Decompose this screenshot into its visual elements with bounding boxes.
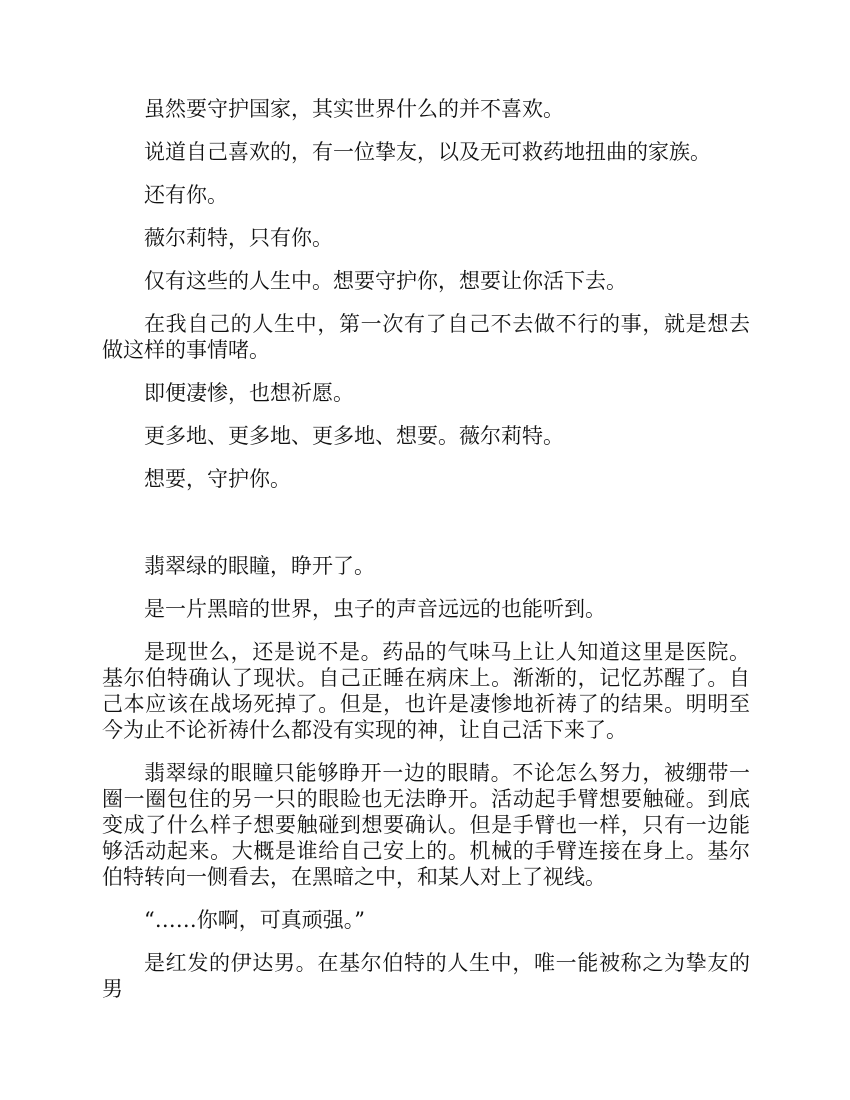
paragraph: 翡翠绿的眼瞳只能够睁开一边的眼睛。不论怎么努力，被绷带一圈一圈包住的另一只的眼睑也无法睁开。活动起手臂想要触碰。到底变成了什么样子想要触碰到想要确认。但是手臂也一样，只有一边能够活动起来。大概是谁给自己安上的。机械的手臂连接在身上。基尔伯特转向一侧看去，在黑暗之中，和某人对上了视线。 (102, 761, 750, 889)
paragraph: 是现世么，还是说不是。药品的气味马上让人知道这里是医院。基尔伯特确认了现状。自己正睡在病床上。渐渐的，记忆苏醒了。自己本应该在战场死掉了。但是，也许是凄惨地祈祷了的结果。明明至今为止不论祈祷什么都没有实现的神，让自己活下来了。 (102, 640, 750, 742)
paragraph: 想要，守护你。 (144, 467, 291, 491)
section-break (102, 509, 750, 553)
paragraph: “……你啊，可真顽强。” (144, 908, 365, 932)
paragraph: 说道自己喜欢的，有一位挚友，以及无可救药地扭曲的家族。 (144, 140, 711, 164)
paragraph: 是红发的伊达男。在基尔伯特的人生中，唯一能被称之为挚友的男 (102, 951, 750, 1001)
paragraph: 还有你。 (144, 183, 228, 207)
paragraph: 翡翠绿的眼瞳，睁开了。 (144, 554, 375, 578)
paragraph: 薇尔莉特，只有你。 (144, 226, 333, 250)
paragraph: 是一片黑暗的世界，虫子的声音远远的也能听到。 (144, 597, 606, 621)
paragraph: 仅有这些的人生中。想要守护你，想要让你活下去。 (144, 269, 627, 293)
paragraph: 在我自己的人生中，第一次有了自己不去做不行的事，就是想去做这样的事情啫。 (102, 312, 750, 362)
paragraph: 虽然要守护国家，其实世界什么的并不喜欢。 (144, 97, 564, 121)
paragraph: 即便凄惨，也想祈愿。 (144, 381, 354, 405)
paragraph: 更多地、更多地、更多地、想要。薇尔莉特。 (144, 424, 564, 448)
document-page (102, 96, 750, 1019)
